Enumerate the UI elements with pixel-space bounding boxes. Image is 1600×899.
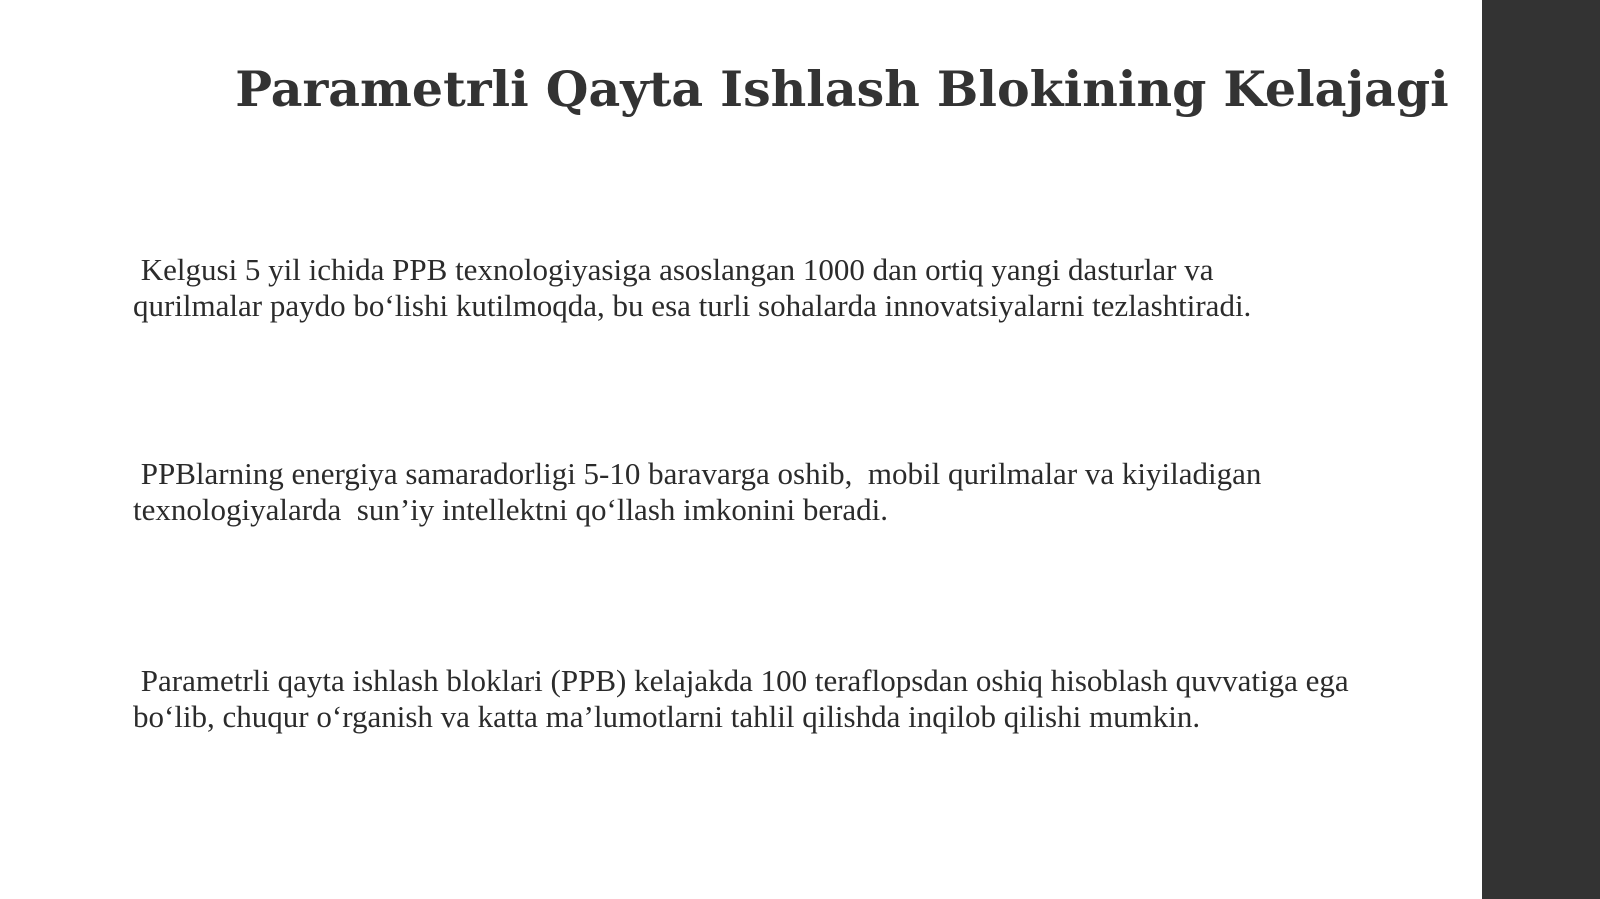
body-paragraph-3 xyxy=(133,663,1349,735)
body-paragraph-2 xyxy=(133,456,1261,528)
slide-title: Parametrli Qayta Ishlash Blokining Kelajagi xyxy=(235,60,1449,118)
paragraph-3-line-2: bo‘lib, chuqur o‘rganish va katta ma’lumotlarni tahlil qilishda inqilob qilishi mumkin. xyxy=(133,699,1201,734)
paragraph-1-line-1: Kelgusi 5 yil ichida PPB texnologiyasiga asoslangan 1000 dan ortiq yangi dasturlar va xyxy=(133,252,1214,287)
paragraph-3-line-1: Parametrli qayta ishlash bloklari (PPB) kelajakda 100 teraflopsdan oshiq hisoblash quvvatiga ega xyxy=(133,663,1349,698)
paragraph-2-line-1: PPBlarning energiya samaradorligi 5-10 baravarga oshib, mobil qurilmalar va kiyiladigan xyxy=(133,456,1262,491)
paragraph-2-line-2: texnologiyalarda sun’iy intellektni qo‘llash imkonini beradi. xyxy=(133,492,889,527)
body-paragraph-1 xyxy=(133,252,1251,324)
paragraph-1-line-2: qurilmalar paydo bo‘lishi kutilmoqda, bu esa turli sohalarda innovatsiyalarni tezlashtiradi. xyxy=(133,288,1252,323)
decorative-side-bar xyxy=(1482,0,1600,899)
